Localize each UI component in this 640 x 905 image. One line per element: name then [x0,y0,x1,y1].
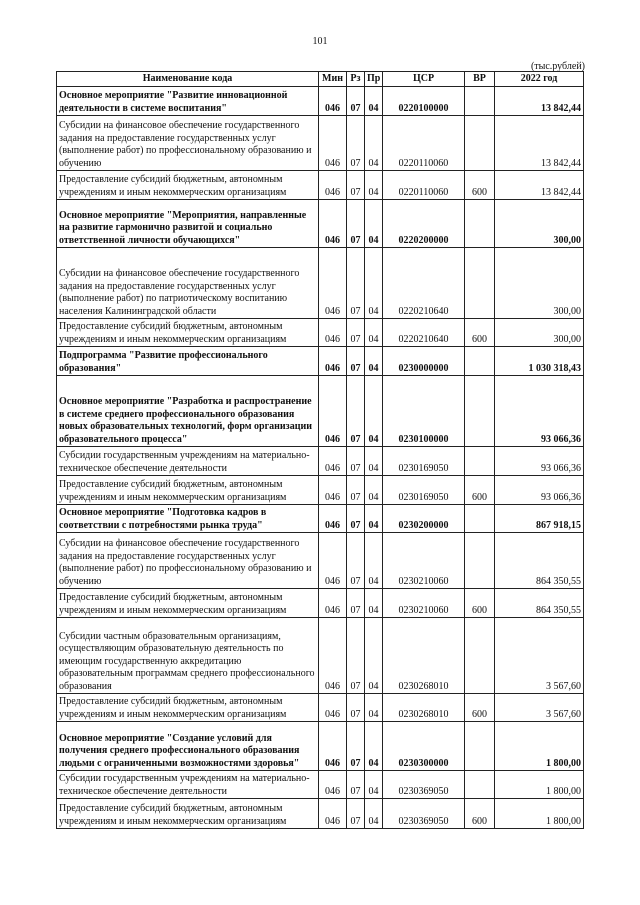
cell-name: Предоставление субсидий бюджетным, автономным учреждениям и иным некоммерческим организациям [57,476,319,505]
cell-csr: 0220100000 [383,87,465,116]
cell-min: 046 [319,248,347,319]
cell-rz: 07 [347,319,365,347]
cell-amount: 1 800,00 [495,722,584,771]
cell-vr: 600 [465,799,495,829]
cell-name: Предоставление субсидий бюджетным, автономным учреждениям и иным некоммерческим организациям [57,319,319,347]
cell-name: Предоставление субсидий бюджетным, автономным учреждениям и иным некоммерческим организациям [57,694,319,722]
table-row [57,171,584,200]
cell-vr [465,376,495,447]
cell-amount: 300,00 [495,200,584,248]
table-row [57,799,584,829]
table-row [57,87,584,116]
cell-csr: 0230100000 [383,376,465,447]
cell-min: 046 [319,347,347,376]
cell-amount: 3 567,60 [495,618,584,694]
table-row [57,694,584,722]
page-number: 101 [312,36,328,47]
column-header-rz: Рз [347,72,365,87]
cell-rz: 07 [347,347,365,376]
cell-min: 046 [319,533,347,589]
cell-min: 046 [319,319,347,347]
cell-csr: 0230369050 [383,799,465,829]
cell-vr [465,248,495,319]
table-row [57,116,584,171]
cell-amount: 13 842,44 [495,87,584,116]
cell-vr: 600 [465,171,495,200]
table-row [57,771,584,799]
cell-rz: 07 [347,618,365,694]
cell-min: 046 [319,618,347,694]
column-header-name: Наименование кода [57,72,319,87]
cell-min: 046 [319,505,347,533]
cell-csr: 0230268010 [383,694,465,722]
cell-name: Субсидии на финансовое обеспечение государственного задания на предоставление государственных услуг (выполнение работ) по профессиональному образованию и обучению [57,116,319,171]
cell-min: 046 [319,771,347,799]
cell-amount: 13 842,44 [495,116,584,171]
cell-vr [465,347,495,376]
cell-amount: 1 030 318,43 [495,347,584,376]
cell-name: Основное мероприятие "Создание условий для получения среднего профессионального образования людьми с ограниченными возможностями здоровья" [57,722,319,771]
cell-rz: 07 [347,87,365,116]
cell-rz: 07 [347,376,365,447]
cell-csr: 0230000000 [383,347,465,376]
table-row [57,589,584,618]
cell-name: Основное мероприятие "Подготовка кадров в соответствии с потребностями рынка труда" [57,505,319,533]
cell-vr: 600 [465,476,495,505]
cell-min: 046 [319,722,347,771]
cell-name: Подпрограмма "Развитие профессионального образования" [57,347,319,376]
cell-pr: 04 [365,618,383,694]
table-row [57,319,584,347]
cell-min: 046 [319,171,347,200]
table-body [57,87,584,829]
table-row [57,248,584,319]
cell-rz: 07 [347,116,365,171]
cell-rz: 07 [347,694,365,722]
cell-name: Основное мероприятие "Разработка и распространение в системе среднего профессионального образования новых образовательных технологий, форм организации образовательного процесса" [57,376,319,447]
cell-amount: 13 842,44 [495,171,584,200]
cell-name: Основное мероприятие "Развитие инновационной деятельности в системе воспитания" [57,87,319,116]
cell-pr: 04 [365,319,383,347]
cell-csr: 0230268010 [383,618,465,694]
cell-amount: 93 066,36 [495,476,584,505]
cell-amount: 3 567,60 [495,694,584,722]
table-row [57,722,584,771]
cell-pr: 04 [365,87,383,116]
cell-vr [465,618,495,694]
cell-csr: 0230369050 [383,771,465,799]
cell-csr: 0220210640 [383,319,465,347]
cell-pr: 04 [365,694,383,722]
cell-pr: 04 [365,722,383,771]
column-header-pr: Пр [365,72,383,87]
cell-min: 046 [319,476,347,505]
cell-csr: 0230169050 [383,476,465,505]
table-row [57,476,584,505]
column-header-min: Мин [319,72,347,87]
cell-min: 046 [319,376,347,447]
cell-rz: 07 [347,171,365,200]
cell-csr: 0230210060 [383,533,465,589]
cell-pr: 04 [365,799,383,829]
table-row [57,376,584,447]
cell-pr: 04 [365,376,383,447]
cell-pr: 04 [365,771,383,799]
cell-name: Предоставление субсидий бюджетным, автономным учреждениям и иным некоммерческим организациям [57,589,319,618]
cell-csr: 0220110060 [383,171,465,200]
cell-name: Субсидии на финансовое обеспечение государственного задания на предоставление государственных услуг (выполнение работ) по профессиональному образованию и обучению [57,533,319,589]
cell-name: Субсидии государственным учреждениям на материально-техническое обеспечение деятельности [57,447,319,476]
cell-rz: 07 [347,722,365,771]
column-header-vr: ВР [465,72,495,87]
column-header-amount: 2022 год [495,72,584,87]
cell-pr: 04 [365,347,383,376]
cell-name: Основное мероприятие "Мероприятия, направленные на развитие гармонично развитой и социально ответственной личности обучающихся" [57,200,319,248]
cell-amount: 93 066,36 [495,376,584,447]
cell-min: 046 [319,87,347,116]
table-row [57,618,584,694]
cell-csr: 0230300000 [383,722,465,771]
cell-amount: 864 350,55 [495,533,584,589]
table-row [57,505,584,533]
cell-rz: 07 [347,799,365,829]
cell-rz: 07 [347,771,365,799]
cell-amount: 864 350,55 [495,589,584,618]
header-row [57,72,584,87]
cell-vr: 600 [465,319,495,347]
table-row [57,200,584,248]
cell-pr: 04 [365,476,383,505]
cell-csr: 0230169050 [383,447,465,476]
cell-rz: 07 [347,200,365,248]
cell-vr [465,116,495,171]
cell-amount: 300,00 [495,248,584,319]
cell-amount: 867 918,15 [495,505,584,533]
cell-min: 046 [319,200,347,248]
cell-pr: 04 [365,248,383,319]
cell-vr [465,447,495,476]
cell-vr [465,771,495,799]
cell-vr [465,87,495,116]
cell-csr: 0220110060 [383,116,465,171]
cell-csr: 0230210060 [383,589,465,618]
units-label: (тыс.рублей) [530,61,585,72]
cell-csr: 0230200000 [383,505,465,533]
cell-vr [465,722,495,771]
budget-table [56,71,584,829]
cell-pr: 04 [365,200,383,248]
cell-amount: 93 066,36 [495,447,584,476]
cell-pr: 04 [365,533,383,589]
cell-pr: 04 [365,447,383,476]
cell-name: Предоставление субсидий бюджетным, автономным учреждениям и иным некоммерческим организациям [57,799,319,829]
table-row [57,533,584,589]
cell-rz: 07 [347,505,365,533]
table-row [57,347,584,376]
cell-rz: 07 [347,589,365,618]
cell-min: 046 [319,694,347,722]
cell-vr: 600 [465,694,495,722]
cell-vr [465,200,495,248]
cell-pr: 04 [365,116,383,171]
cell-rz: 07 [347,476,365,505]
cell-min: 046 [319,116,347,171]
cell-pr: 04 [365,171,383,200]
cell-vr [465,505,495,533]
cell-pr: 04 [365,589,383,618]
cell-amount: 300,00 [495,319,584,347]
cell-csr: 0220210640 [383,248,465,319]
cell-rz: 07 [347,533,365,589]
column-header-csr: ЦСР [383,72,465,87]
cell-min: 046 [319,589,347,618]
cell-csr: 0220200000 [383,200,465,248]
cell-min: 046 [319,799,347,829]
cell-amount: 1 800,00 [495,771,584,799]
cell-name: Субсидии частным образовательным организациям, осуществляющим образовательную деятельность по имеющим государственную аккредитацию образовательным программам среднего профессионального образования [57,618,319,694]
cell-rz: 07 [347,447,365,476]
cell-rz: 07 [347,248,365,319]
cell-vr: 600 [465,589,495,618]
cell-name: Субсидии на финансовое обеспечение государственного задания на предоставление государственных услуг (выполнение работ) по патриотическому воспитанию населения Калининградской области [57,248,319,319]
cell-pr: 04 [365,505,383,533]
cell-amount: 1 800,00 [495,799,584,829]
cell-vr [465,533,495,589]
cell-min: 046 [319,447,347,476]
cell-name: Субсидии государственным учреждениям на материально-техническое обеспечение деятельности [57,771,319,799]
table-row [57,447,584,476]
cell-name: Предоставление субсидий бюджетным, автономным учреждениям и иным некоммерческим организациям [57,171,319,200]
